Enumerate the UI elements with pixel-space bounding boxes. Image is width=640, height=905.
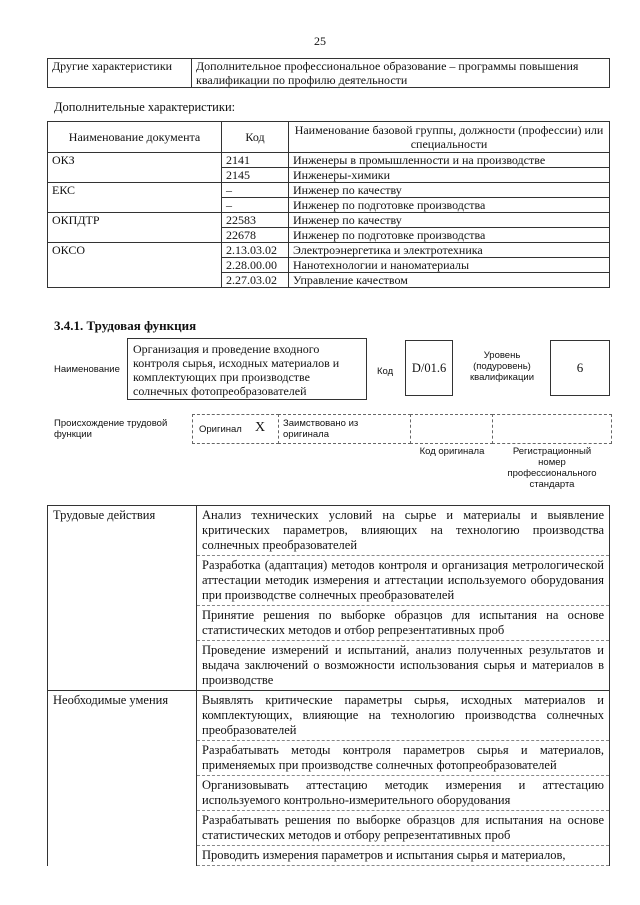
page-number: 25 — [314, 34, 326, 48]
classif-row — [48, 273, 610, 288]
classif-doc — [48, 168, 222, 183]
classif-name: Инженеры в промышленности и на производстве — [289, 153, 610, 168]
classif-row — [48, 228, 610, 243]
classification-table — [47, 121, 610, 288]
origin-reg-caption: Регистрационный номер профессионального стандарта — [507, 446, 597, 490]
classif-doc: ЕКС — [48, 183, 222, 198]
classif-code: – — [222, 198, 289, 213]
classif-doc: ОКЗ — [48, 153, 222, 168]
classif-code: 22678 — [222, 228, 289, 243]
labor-action: Разработка (адаптация) методов контроля и организация метрологической аттестации методик измерения и аттестации используемого оборудования при производстве солнечных преобразователей — [197, 556, 610, 606]
required-skill-group-cell — [48, 846, 197, 866]
classif-header-doc: Наименование документа — [48, 122, 222, 153]
classif-doc — [48, 198, 222, 213]
classif-name: Инженеры-химики — [289, 168, 610, 183]
other-characteristics-table — [47, 58, 610, 88]
labor-action: Анализ технических условий на сырье и материалы и выявление критических параметров, влияющих на технологию производства солнечных преобразователей — [197, 506, 610, 556]
classif-name: Электроэнергетика и электротехника — [289, 243, 610, 258]
labor-action-row — [48, 506, 610, 556]
function-name-label: Наименование — [54, 364, 120, 375]
classif-row — [48, 258, 610, 273]
required-skill: Разрабатывать решения по выборке образцов для испытания на основе статистических методов и отбору репрезентативных проб — [197, 811, 610, 846]
classif-doc — [48, 258, 222, 273]
labor-action-group-label: Трудовые действия — [48, 506, 197, 556]
classif-doc — [48, 273, 222, 288]
classif-row — [48, 213, 610, 228]
labor-action: Проведение измерений и испытаний, анализ полученных результатов и выдача заключений о возможности использования сырья и материалов в производстве — [197, 641, 610, 691]
function-code-label: Код — [377, 366, 394, 377]
origin-code-cell — [410, 414, 493, 444]
classif-code: – — [222, 183, 289, 198]
origin-borrowed-label: Заимствовано из оригинала — [283, 418, 359, 440]
classif-row — [48, 153, 610, 168]
required-skill-group-label: Необходимые умения — [48, 691, 197, 741]
classif-row — [48, 198, 610, 213]
required-skill: Организовывать аттестацию методик измерения и аттестацию используемого контрольно-измерительного оборудования — [197, 776, 610, 811]
classif-code: 2145 — [222, 168, 289, 183]
classif-code: 2.28.00.00 — [222, 258, 289, 273]
labor-action-row — [48, 606, 610, 641]
required-skill-row — [48, 776, 610, 811]
labor-action-row — [48, 641, 610, 691]
required-skill-group-cell — [48, 811, 197, 846]
labor-action-row — [48, 556, 610, 606]
other-characteristics-label: Другие характеристики — [48, 59, 192, 88]
qualification-level: 6 — [550, 340, 610, 396]
labor-action-group-cell — [48, 556, 197, 606]
classif-name: Инженер по качеству — [289, 183, 610, 198]
required-skill: Проводить измерения параметров и испытания сырья и материалов, — [197, 846, 610, 866]
classif-name: Инженер по подготовке производства — [289, 228, 610, 243]
classif-header-name: Наименование базовой группы, должности (профессии) или специальности — [289, 122, 610, 153]
function-name: Организация и проведение входного контроля сырья, исходных материалов и комплектующих при производстве солнечных фотопреобразователей — [127, 338, 367, 400]
classif-name: Управление качеством — [289, 273, 610, 288]
classif-header-code: Код — [222, 122, 289, 153]
classif-code: 2.27.03.02 — [222, 273, 289, 288]
classif-code: 2141 — [222, 153, 289, 168]
labor-action-group-cell — [48, 641, 197, 691]
classif-row — [48, 168, 610, 183]
required-skill-group-cell — [48, 776, 197, 811]
classif-code: 2.13.03.02 — [222, 243, 289, 258]
classif-code: 22583 — [222, 213, 289, 228]
required-skill: Разрабатывать методы контроля параметров сырья и материалов, применяемых при производстве солнечных фотопреобразователей — [197, 741, 610, 776]
origin-code-caption: Код оригинала — [419, 446, 485, 457]
required-skill: Выявлять критические параметры сырья, исходных материалов и комплектующих, влияющие на технологию производства солнечных преобразователей — [197, 691, 610, 741]
origin-reg-cell — [492, 414, 612, 444]
function-code: D/01.6 — [405, 340, 453, 396]
classif-name: Инженер по качеству — [289, 213, 610, 228]
origin-borrowed-cell — [278, 414, 411, 444]
labor-action: Принятие решения по выборке образцов для испытания на основе статистических методов и отбор репрезентативных проб — [197, 606, 610, 641]
classif-name: Нанотехнологии и наноматериалы — [289, 258, 610, 273]
additional-characteristics-title: Дополнительные характеристики: — [54, 100, 236, 114]
qualification-level-label: Уровень (подуровень) квалификации — [469, 350, 535, 383]
function-details-table — [47, 505, 610, 866]
required-skill-row — [48, 691, 610, 741]
classif-row — [48, 243, 610, 258]
origin-original-cell — [192, 414, 279, 444]
classif-name: Инженер по подготовке производства — [289, 198, 610, 213]
labor-action-group-cell — [48, 606, 197, 641]
classif-row — [48, 183, 610, 198]
origin-original-label: Оригинал — [199, 424, 242, 435]
required-skill-row — [48, 846, 610, 866]
classif-doc: ОКПДТР — [48, 213, 222, 228]
required-skill-row — [48, 741, 610, 776]
classif-doc: ОКСО — [48, 243, 222, 258]
required-skill-row — [48, 811, 610, 846]
other-characteristics-value: Дополнительное профессиональное образование – программы повышения квалификации по профилю деятельности — [192, 59, 610, 88]
origin-label: Происхождение трудовой функции — [54, 418, 168, 440]
section-title: 3.4.1. Трудовая функция — [54, 318, 197, 333]
required-skill-group-cell — [48, 741, 197, 776]
classif-doc — [48, 228, 222, 243]
origin-mark: X — [255, 420, 266, 435]
